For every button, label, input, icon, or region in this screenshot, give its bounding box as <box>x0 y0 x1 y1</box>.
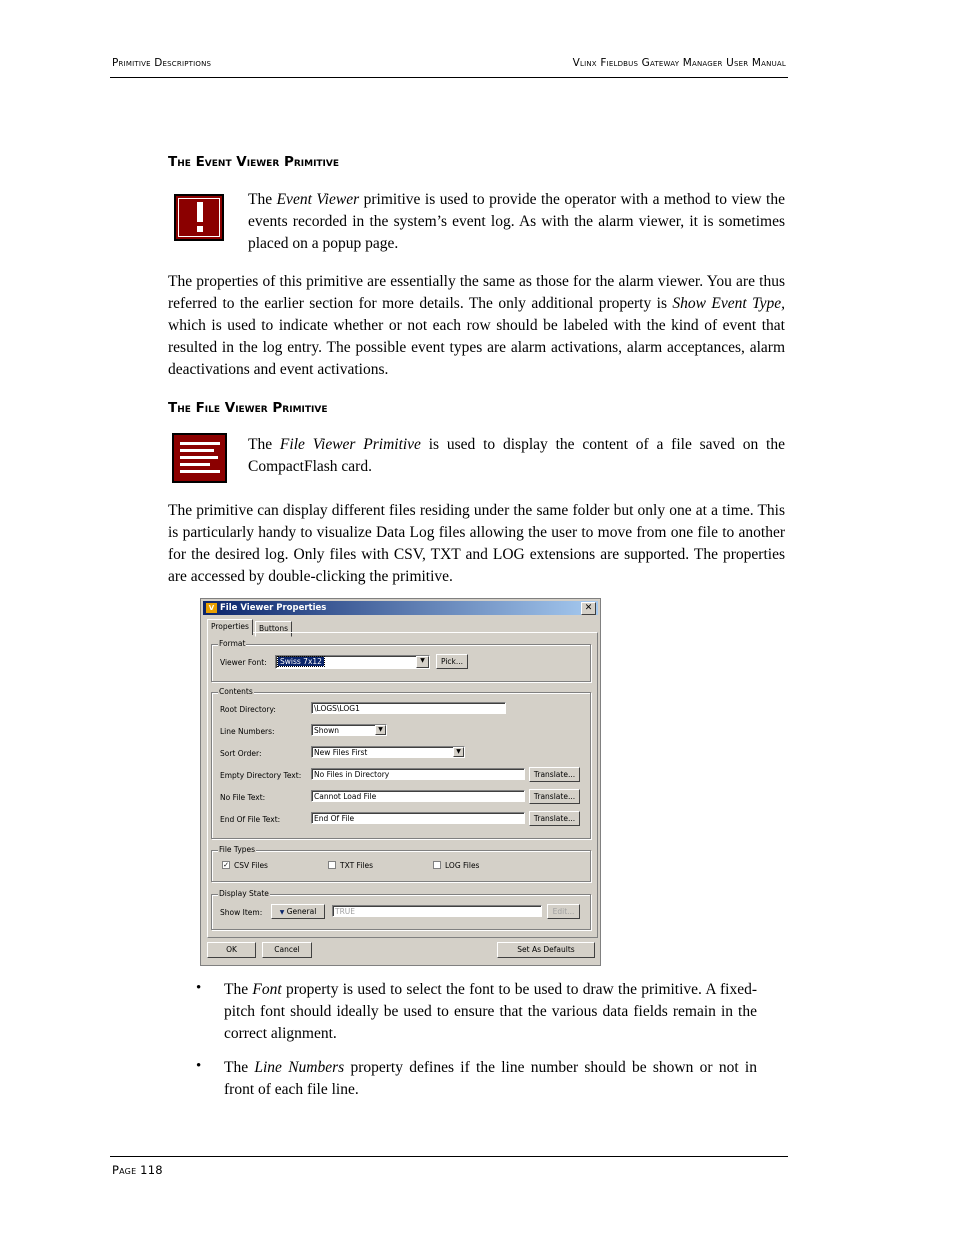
bullet-marker: • <box>196 980 202 996</box>
set-as-defaults-button[interactable]: Set As Defaults <box>497 942 595 958</box>
show-item-value-input[interactable]: TRUE <box>332 905 542 917</box>
empty-directory-text-input[interactable]: No Files in Directory <box>311 768 525 780</box>
file-viewer-lines-icon <box>172 433 227 483</box>
event-viewer-body: The properties of this primitive are essentially the same as those for the alarm viewer. You are thus referred to the earlier section for more details. The only additional property is Show Event Type, which is used to indicate whether or not each row should be labeled with the kind of event that resulted in the log entry. The possible event types are alarm activations, alarm acceptances, alarm deactivations and event activations. <box>168 273 785 378</box>
page-number: Page 118 <box>112 1163 163 1177</box>
warning-exclamation-icon <box>174 194 224 241</box>
chevron-down-icon[interactable]: ▼ <box>375 725 386 735</box>
cancel-button[interactable]: Cancel <box>262 942 312 958</box>
file-viewer-body: The primitive can display different files residing under the same folder but only one at a time. This is particularly handy to visualize Data Log files allowing the user to move from one file to another for the desired log. Only files with CSV, TXT and LOG extensions are supported. The properties are accessed by double-clicking the primitive. <box>168 502 785 585</box>
contents-group-label: Contents <box>219 687 253 696</box>
txt-files-checkbox[interactable] <box>328 861 336 869</box>
running-header-right: Vlinx Fieldbus Gateway Manager User Manual <box>572 57 786 69</box>
translate-eof-button[interactable]: Translate... <box>529 811 580 826</box>
footer-rule <box>110 1156 788 1157</box>
file-viewer-intro: The File Viewer Primitive is used to display the content of a file saved on the CompactFlash card. <box>248 436 785 475</box>
ok-button[interactable]: OK <box>207 942 256 958</box>
log-files-checkbox[interactable] <box>433 861 441 869</box>
translate-nofile-button[interactable]: Translate... <box>529 789 580 804</box>
no-file-text-input[interactable]: Cannot Load File <box>311 790 525 802</box>
chevron-down-icon[interactable]: ▼ <box>416 656 429 668</box>
bullet-marker: • <box>196 1058 202 1074</box>
close-icon[interactable]: ✕ <box>581 602 596 615</box>
display-state-group-label: Display State <box>219 889 269 898</box>
root-directory-input[interactable]: \LOGS\LOG1 <box>311 702 506 714</box>
triangle-down-icon: ▼ <box>279 909 285 916</box>
sort-order-label: Sort Order: <box>220 749 262 758</box>
tab-buttons[interactable]: Buttons <box>255 621 292 637</box>
sort-order-select[interactable]: New Files First ▼ <box>311 746 465 758</box>
dialog-title: File Viewer Properties <box>220 603 327 613</box>
app-logo-icon: V <box>206 603 217 613</box>
show-item-label: Show Item: <box>220 908 263 917</box>
edit-button[interactable]: Edit... <box>547 904 580 919</box>
event-viewer-intro: The Event Viewer primitive is used to provide the operator with a method to view the events recorded in the system’s event log. As with the alarm viewer, it is sometimes placed on a popup page. <box>248 191 785 252</box>
dialog-title-bar <box>203 601 598 615</box>
end-of-file-text-input[interactable]: End Of File <box>311 812 525 824</box>
bullet-line-numbers-text: The Line Numbers property defines if the line number should be shown or not in front of each file line. <box>224 1059 757 1098</box>
file-viewer-properties-dialog <box>200 598 601 966</box>
csv-files-label: CSV Files <box>234 861 268 870</box>
section-title-file-viewer: The File Viewer Primitive <box>168 400 328 416</box>
section-title-event-viewer: The Event Viewer Primitive <box>168 154 340 170</box>
bullet-font-text: The Font property is used to select the font to be used to draw the primitive. A fixed-pitch font should ideally be used to ensure that the various data fields remain in the correct alignment. <box>224 981 757 1042</box>
no-file-text-label: No File Text: <box>220 793 266 802</box>
file-types-group-label: File Types <box>219 845 256 854</box>
running-header-left: Primitive Descriptions <box>112 57 212 69</box>
chevron-down-icon[interactable]: ▼ <box>453 747 464 757</box>
line-numbers-label: Line Numbers: <box>220 727 275 736</box>
viewer-font-select[interactable]: Swiss 7x12 ▼ <box>275 655 430 669</box>
txt-files-label: TXT Files <box>340 861 374 870</box>
format-group-label: Format <box>219 639 246 648</box>
log-files-label: LOG Files <box>445 861 480 870</box>
root-directory-label: Root Directory: <box>220 705 276 714</box>
tab-properties[interactable]: Properties <box>207 619 253 635</box>
file-types-group <box>211 845 591 882</box>
viewer-font-label: Viewer Font: <box>220 658 267 667</box>
general-button[interactable]: ▼ General <box>271 904 325 919</box>
pick-button[interactable]: Pick... <box>436 654 468 669</box>
header-rule <box>110 77 788 78</box>
translate-empty-button[interactable]: Translate... <box>529 767 580 782</box>
line-numbers-select[interactable]: Shown ▼ <box>311 724 387 736</box>
csv-files-checkbox[interactable]: ✓ <box>223 861 229 869</box>
end-of-file-text-label: End Of File Text: <box>220 815 281 824</box>
empty-directory-text-label: Empty Directory Text: <box>220 771 302 780</box>
